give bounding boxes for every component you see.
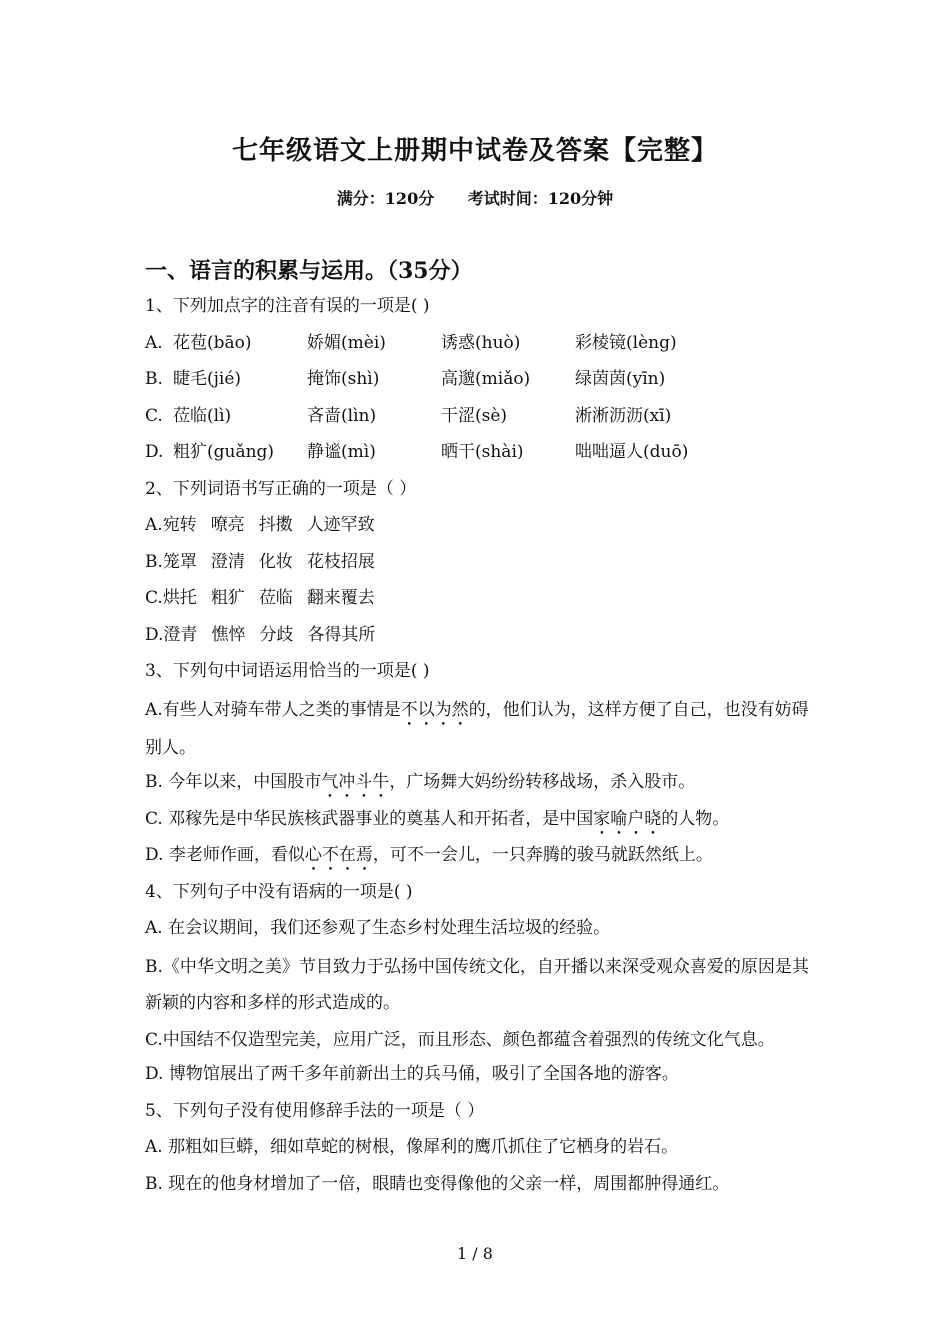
questions (145, 290, 825, 1204)
option-label: B. (145, 551, 163, 572)
dotted-phrase: 家喻户晓 (593, 808, 662, 829)
option-b (145, 766, 825, 803)
option-word: 分歧 (259, 624, 294, 645)
dotted-phrase: 不以为然 (400, 699, 469, 720)
option-label: C. (145, 588, 163, 608)
option-label: B. (145, 369, 163, 389)
option-c: C.中国结不仅造型完美，应用广泛，而且形态、颜色都蕴含着强烈的传统文化气息。 (145, 1029, 775, 1050)
option-word: 笼罩 (162, 551, 197, 572)
exam-time: 考试时间：120分钟 (467, 189, 614, 208)
option-text: ，广场舞大妈纷纷转移战场，杀入股市。 (389, 772, 696, 792)
question-stem: 5、下列句子没有使用修辞手法的一项是（ ） (145, 1100, 485, 1121)
option-text: A.有些人对骑车带人之类的事情是 (145, 699, 401, 720)
option-row (145, 582, 825, 619)
option-item: 娇媚(mèi) (307, 332, 386, 353)
option-row (145, 546, 825, 583)
option-item: 粗犷(guǎng) (173, 442, 275, 462)
option-word: 莅临 (258, 588, 293, 608)
dotted-phrase: 气冲斗牛 (321, 772, 390, 792)
option-item: 花苞(bāo) (173, 332, 252, 353)
option-item: 干涩(sè) (441, 405, 508, 426)
option-item: 静谧(mì) (307, 442, 376, 462)
question-stem: 3、下列句中词语运用恰当的一项是( ) (145, 661, 430, 681)
option-word: 花枝招展 (306, 551, 375, 572)
option-text: 的人物。 (661, 808, 730, 829)
question-stem: 1、下列加点字的注音有误的一项是( ) (145, 296, 430, 316)
option-row (145, 436, 825, 473)
option-row (145, 509, 825, 546)
option-text: D. 李老师作画，看似 (145, 845, 305, 865)
option-item: 诱惑(huò) (441, 332, 521, 353)
option-a (145, 692, 825, 767)
option-item: 彩棱镜(lèng) (575, 332, 677, 353)
option-c (145, 803, 825, 840)
option-item: 睫毛(jié) (173, 369, 242, 389)
dotted-phrase: 心不在焉 (304, 845, 373, 865)
question-stem: 2、下列词语书写正确的一项是（ ） (145, 478, 417, 499)
option-word: 翻来覆去 (306, 588, 375, 608)
option-word: 澄清 (210, 551, 245, 572)
option-word: 烘托 (162, 588, 197, 608)
exam-info (0, 186, 950, 209)
option-item: 绿茵茵(yīn) (575, 369, 666, 389)
page-number: 1 / 8 (457, 1244, 493, 1263)
full-score: 满分：120分 (336, 189, 435, 208)
option-a: A. 在会议期间，我们还参观了生态乡村处理生活垃圾的经验。 (145, 918, 611, 938)
option-item: 高邈(miǎo) (441, 369, 531, 389)
option-text: C. 邓稼先是中华民族核武器事业的奠基人和开拓者，是中国 (145, 808, 594, 829)
option-item: 莅临(lì) (173, 405, 232, 426)
option-row (145, 400, 825, 437)
option-item: 咄咄逼人(duō) (575, 442, 689, 462)
option-word: 化妆 (258, 551, 293, 572)
option-row (145, 363, 825, 400)
option-word: 憔悴 (211, 624, 246, 645)
option-item: 掩饰(shì) (307, 369, 380, 389)
option-word: 人迹罕致 (306, 515, 375, 535)
question-stem: 4、下列句子中没有语病的一项是( ) (145, 881, 413, 902)
option-row (145, 327, 825, 364)
option-item: 淅淅沥沥(xī) (575, 405, 672, 426)
option-b: B. 现在的他身材增加了一倍，眼睛也变得像他的父亲一样，周围都肿得通红。 (145, 1173, 730, 1194)
option-word: 抖擞 (258, 515, 293, 535)
option-a: A. 那粗如巨蟒，细如草蛇的树根，像犀利的鹰爪抓住了它栖身的岩石。 (145, 1137, 679, 1157)
option-word: 各得其所 (307, 624, 376, 645)
option-label: A. (145, 515, 163, 535)
option-label: A. (145, 332, 163, 353)
option-b: B.《中华文明之美》节目致力于弘扬中国传统文化，自开播以来深受观众喜爱的原因是其新颖的内容和多样的形式造成的。 (145, 956, 809, 1013)
page-title: 七年级语文上册期中试卷及答案【完整】 (231, 136, 718, 166)
option-text: 的，他们认为，这样方便了自己，也没有妨碍别人。 (145, 699, 809, 758)
option-d (145, 839, 825, 876)
option-item: 晒干(shài) (441, 442, 524, 462)
section-heading: 一、语言的积累与运用。（35分） (145, 258, 473, 284)
option-word: 宛转 (162, 515, 197, 535)
option-word: 嘹亮 (210, 515, 245, 535)
option-d: D. 博物馆展出了两千多年前新出土的兵马俑，吸引了全国各地的游客。 (145, 1064, 679, 1084)
option-label: D. (145, 442, 164, 462)
option-text: ，可不一会儿，一只奔腾的骏马就跃然纸上。 (372, 845, 713, 865)
option-word: 澄青 (163, 624, 198, 645)
option-text: B. 今年以来，中国股市 (145, 772, 322, 792)
option-item: 吝啬(lìn) (307, 405, 377, 426)
option-word: 粗犷 (210, 588, 245, 608)
option-label: C. (145, 405, 163, 426)
option-label: D. (145, 624, 164, 645)
option-row (145, 619, 825, 656)
